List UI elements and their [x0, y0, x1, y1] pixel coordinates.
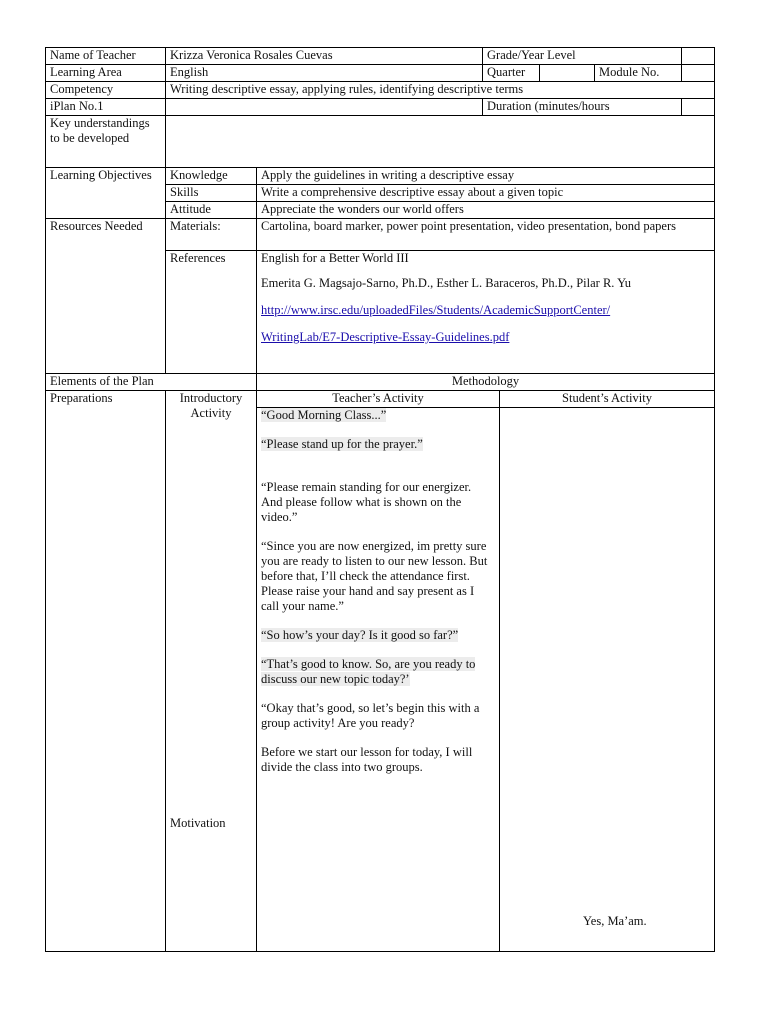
materials-label: Materials:	[166, 219, 257, 251]
competency-label: Competency	[46, 82, 166, 99]
lesson-plan-page	[45, 47, 714, 952]
area-value: English	[166, 65, 483, 82]
teacher-line-1: “Good Morning Class...”	[261, 408, 387, 423]
objectives-label: Learning Objectives	[46, 168, 166, 219]
reference-link-line-2[interactable]	[261, 325, 710, 352]
area-label: Learning Area	[46, 65, 166, 82]
grade-label: Grade/Year Level	[483, 48, 682, 65]
teacher-line-7: “Okay that’s good, so let’s begin this with a group activity! Are you ready?	[261, 701, 480, 731]
key-understandings-label: Key understandings to be developed	[46, 116, 166, 168]
resources-label: Resources Needed	[46, 219, 166, 374]
teacher-line-5: “So how’s your day? Is it good so far?”	[261, 628, 459, 643]
teacher-line-4: “Since you are now energized, im pretty sure you are ready to listen to our new lesson. But before that, I’ll check the attendance first. Please raise your hand and say present as I call your name.”	[261, 539, 488, 614]
teacher-label: Name of Teacher	[46, 48, 166, 65]
reference-link-2[interactable]: WritingLab/E7-Descriptive-Essay-Guidelines.pdf	[261, 330, 510, 344]
reference-authors: Emerita G. Magsajo-Sarno, Ph.D., Esther L. Baraceros, Ph.D., Pilar R. Yu	[261, 276, 631, 290]
attitude-value: Appreciate the wonders our world offers	[257, 202, 715, 219]
module-value	[682, 65, 715, 82]
reference-book: English for a Better World III	[261, 251, 409, 265]
activity-column	[166, 391, 257, 952]
knowledge-value: Apply the guidelines in writing a descriptive essay	[257, 168, 715, 185]
skills-label: Skills	[166, 185, 257, 202]
grade-value	[682, 48, 715, 65]
skills-value: Write a comprehensive descriptive essay about a given topic	[257, 185, 715, 202]
references-value	[257, 251, 715, 374]
module-label: Module No.	[595, 65, 682, 82]
knowledge-label: Knowledge	[166, 168, 257, 185]
reference-link-1[interactable]: http://www.irsc.edu/uploadedFiles/Students/AcademicSupportCenter/	[261, 303, 611, 317]
student-activity-cell	[500, 408, 715, 952]
competency-value: Writing descriptive essay, applying rules, identifying descriptive terms	[166, 82, 715, 99]
materials-value: Cartolina, board marker, power point presentation, video presentation, bond papers	[257, 219, 715, 251]
preparations-label: Preparations	[46, 391, 166, 952]
iplan-label: iPlan No.1	[46, 99, 166, 116]
motivation-label: Motivation	[170, 816, 226, 830]
plan-table	[45, 167, 715, 952]
references-label: References	[166, 251, 257, 374]
introductory-label: Introductory Activity	[179, 391, 243, 420]
teacher-line-6: “That’s good to know. So, are you ready to discuss our new topic today?’	[261, 657, 476, 687]
duration-label: Duration (minutes/hours	[483, 99, 682, 116]
methodology-label: Methodology	[257, 374, 715, 391]
quarter-value	[540, 65, 595, 82]
teacher-name: Krizza Veronica Rosales Cuevas	[166, 48, 483, 65]
quarter-label: Quarter	[483, 65, 540, 82]
header-table	[45, 47, 715, 168]
teacher-line-8: Before we start our lesson for today, I will divide the class into two groups.	[261, 745, 473, 775]
teacher-activity-cell	[257, 408, 500, 952]
attitude-label: Attitude	[166, 202, 257, 219]
teacher-line-2: “Please stand up for the prayer.”	[261, 437, 423, 452]
reference-link-line-1[interactable]	[261, 298, 710, 325]
teacher-line-3: “Please remain standing for our energizer. And please follow what is shown on the video.”	[261, 480, 472, 525]
iplan-value	[166, 99, 483, 116]
key-understandings-value	[166, 116, 715, 168]
student-header: Student’s Activity	[500, 391, 715, 408]
teacher-header: Teacher’s Activity	[257, 391, 500, 408]
elements-label: Elements of the Plan	[46, 374, 257, 391]
student-reply: Yes, Ma’am.	[583, 914, 647, 929]
duration-value	[682, 99, 715, 116]
